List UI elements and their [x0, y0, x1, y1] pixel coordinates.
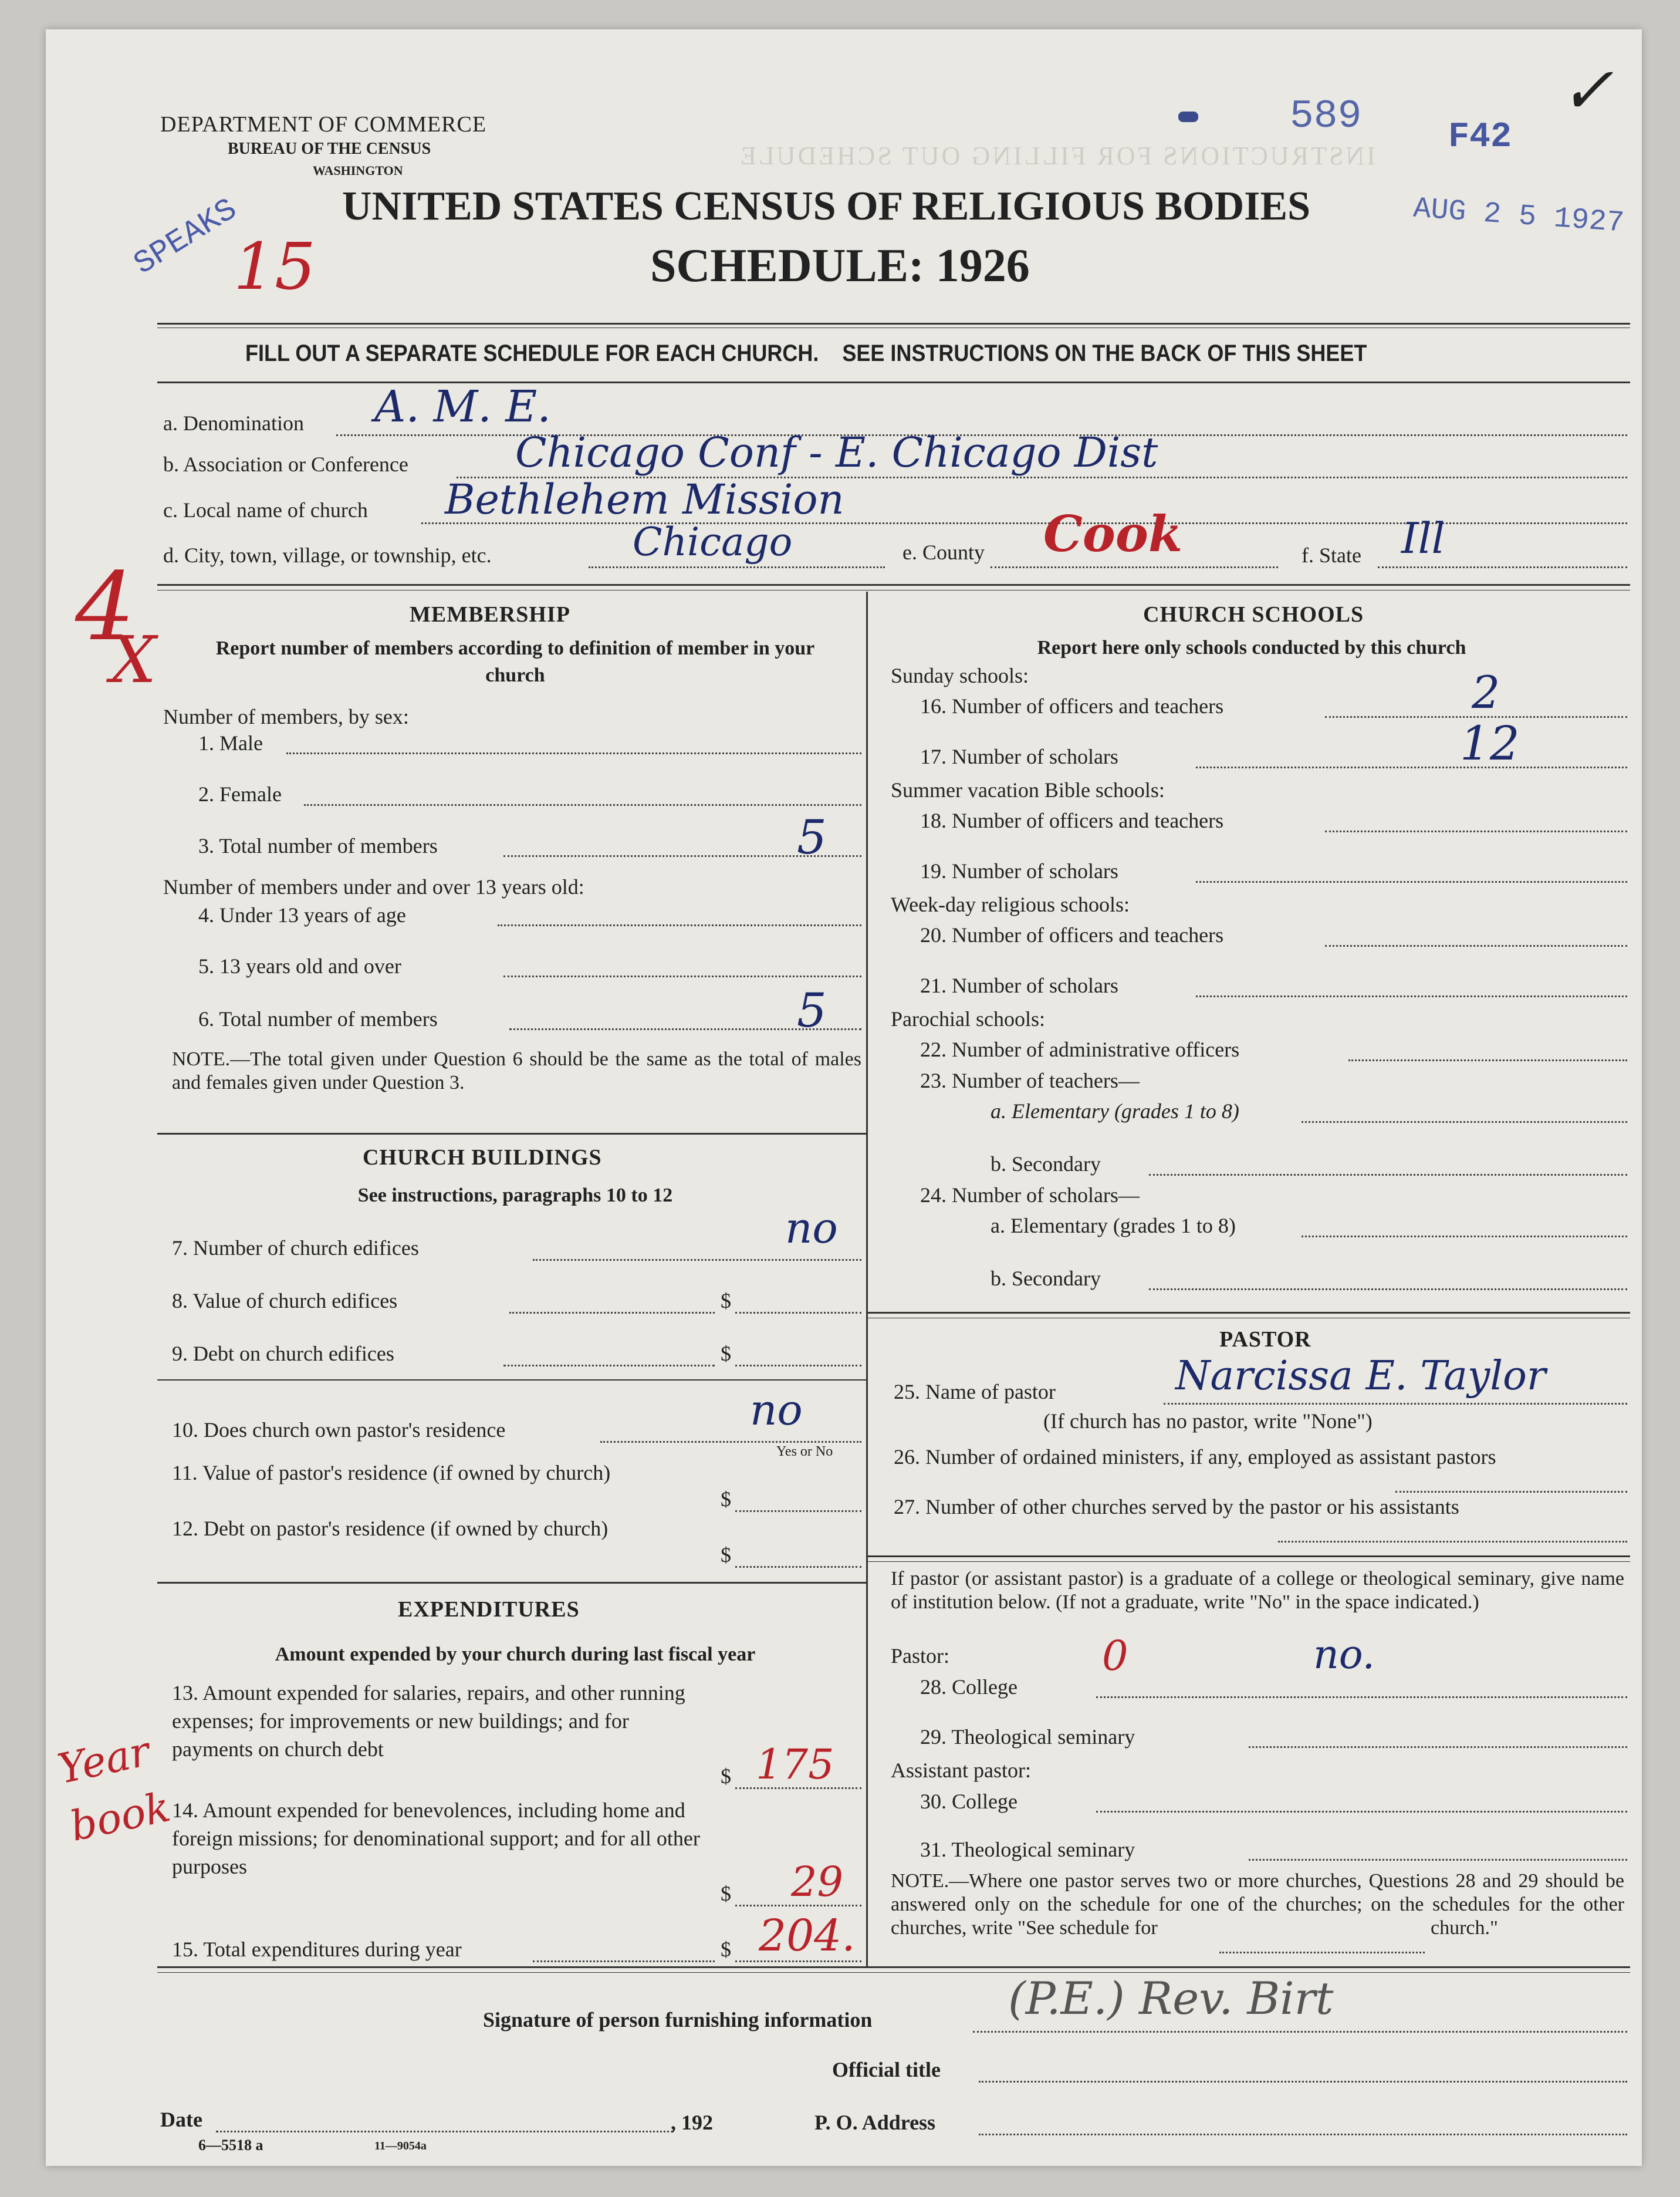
q29-label: 29. Theological seminary	[920, 1725, 1135, 1749]
q23a-label: a. Elementary (grades 1 to 8)	[991, 1099, 1239, 1123]
q31-label: 31. Theological seminary	[920, 1838, 1135, 1861]
q10-label: 10. Does church own pastor's residence	[172, 1418, 506, 1442]
q15-value: 204.	[759, 1911, 856, 1961]
parochial-schools-label: Parochial schools:	[891, 1007, 1045, 1031]
q18-label: 18. Number of officers and teachers	[920, 809, 1224, 832]
graduate-note: If pastor (or assistant pastor) is a graduate of a college or theological seminary, give name of institution below. (If not a graduate, write "No" in the space indicated.)	[891, 1568, 1624, 1613]
census-schedule-page	[46, 29, 1642, 2166]
q9-label: 9. Debt on church edifices	[172, 1342, 394, 1365]
q22-label: 22. Number of administrative officers	[920, 1038, 1240, 1061]
q15-label: 15. Total expenditures during year	[172, 1938, 462, 1961]
denomination-label: a. Denomination	[163, 411, 304, 435]
membership-subtitle: Report number of members according to definition of member in your church	[215, 637, 815, 686]
state-label: f. State	[1302, 544, 1361, 567]
q13-value: 175	[756, 1740, 834, 1788]
bureau-city: WASHINGTON	[313, 163, 403, 178]
speaks-stamp: SPEAKS	[128, 191, 244, 283]
q25-value: Narcissa E. Taylor	[1175, 1353, 1546, 1399]
q27-label: 27. Number of other churches served by the pastor or his assistants	[894, 1495, 1459, 1518]
schools-subtitle: Report here only schools conducted by this church	[1037, 637, 1466, 659]
association-value: Chicago Conf - E. Chicago Dist	[515, 428, 1158, 477]
q8-label: 8. Value of church edifices	[172, 1289, 398, 1312]
assistant-pastor-label: Assistant pastor:	[891, 1759, 1031, 1782]
sunday-schools-label: Sunday schools:	[891, 664, 1029, 687]
po-address-label: P. O. Address	[814, 2111, 936, 2134]
q14-label: 14. Amount expended for benevolences, including home and foreign missions; for denominational support; and for all other purposes	[172, 1798, 700, 1878]
buildings-bottom-rule	[157, 1582, 866, 1584]
q25-hint: (If church has no pastor, write "None")	[1043, 1409, 1373, 1433]
schools-title: CHURCH SCHOOLS	[1143, 602, 1364, 627]
q11-label: 11. Value of pastor's residence (if owned by church)	[172, 1461, 611, 1484]
q14-value: 29	[791, 1858, 844, 1906]
q17-label: 17. Number of scholars	[920, 745, 1118, 768]
q28-mark: 0	[1102, 1632, 1128, 1680]
q2-female-label: 2. Female	[198, 782, 282, 806]
county-value: Cook	[1043, 505, 1183, 563]
back-print-text: INSTRUCTIONS FOR FILLING OUT SCHEDULE	[738, 141, 1375, 170]
membership-bottom-rule	[157, 1133, 866, 1135]
q24b-label: b. Secondary	[991, 1267, 1101, 1290]
q7-value: no	[785, 1203, 838, 1253]
instruction-bar: FILL OUT A SEPARATE SCHEDULE FOR EACH CHURCH. SEE INSTRUCTIONS ON THE BACK OF THIS SHEET	[245, 340, 1367, 366]
q3-total-label: 3. Total number of members	[198, 834, 438, 858]
pastor-sub-label: Pastor:	[891, 1644, 950, 1668]
q17-value: 12	[1460, 716, 1520, 771]
state-value: Ill	[1401, 514, 1445, 563]
pastor-note: NOTE.—Where one pastor serves two or more churches, Questions 28 and 29 should be answered only on the schedule for one of the churches; on the schedules for the other churches, write "See schedule for	[891, 1870, 1624, 1939]
schedule-title: SCHEDULE: 1926	[650, 240, 1030, 292]
q4-under-13-label: 4. Under 13 years of age	[198, 903, 406, 927]
q26-label: 26. Number of ordained ministers, if any, employed as assistant pastors	[894, 1445, 1496, 1469]
q15-dollar: $	[721, 1938, 731, 1961]
margin-mark-4: 4	[75, 552, 135, 662]
column-divider	[866, 592, 868, 1968]
instruction-top-rule	[157, 323, 1630, 325]
identification-bottom-rule	[157, 584, 1630, 586]
q28-value: no.	[1313, 1632, 1375, 1678]
q13-dollar: $	[721, 1764, 731, 1788]
dept-name: DEPARTMENT OF COMMERCE	[160, 112, 487, 137]
check-mark: ✓	[1560, 53, 1614, 128]
local-name-label: c. Local name of church	[163, 498, 368, 522]
members-by-sex-label: Number of members, by sex:	[163, 705, 409, 728]
membership-title: MEMBERSHIP	[410, 602, 570, 627]
form-title: UNITED STATES CENSUS OF RELIGIOUS BODIES	[342, 184, 1311, 229]
q23-label: 23. Number of teachers—	[920, 1069, 1140, 1092]
q20-label: 20. Number of officers and teachers	[920, 923, 1224, 947]
pastor-note-end: church."	[1431, 1917, 1498, 1939]
q28-label: 28. College	[920, 1675, 1018, 1699]
date-label: Date	[160, 2108, 202, 2131]
q8-dollar: $	[721, 1289, 731, 1312]
margin-mark-x: X	[110, 622, 157, 697]
local-name-value: Bethlehem Mission	[445, 475, 844, 524]
summer-schools-label: Summer vacation Bible schools:	[891, 778, 1165, 802]
q16-value: 2	[1472, 666, 1500, 718]
date-year: , 192	[671, 2111, 713, 2134]
q24-label: 24. Number of scholars—	[920, 1183, 1140, 1207]
q5-13-and-over-label: 5. 13 years old and over	[198, 954, 401, 978]
expenditures-title: EXPENDITURES	[398, 1597, 580, 1622]
q12-label: 12. Debt on pastor's residence (if owned by church)	[172, 1517, 609, 1540]
margin-note-year-book: Year book	[53, 1727, 175, 1851]
membership-note: NOTE.—The total given under Question 6 should be the same as the total of males and females given under Question 3.	[172, 1048, 861, 1094]
signature-label: Signature of person furnishing information	[483, 2008, 873, 2031]
form-number: 6—5518 a	[198, 2137, 263, 2154]
q3-total-value: 5	[797, 810, 827, 865]
q1-male-label: 1. Male	[198, 731, 263, 755]
q23b-label: b. Secondary	[991, 1152, 1101, 1176]
q30-label: 30. College	[920, 1790, 1018, 1813]
yes-no-hint: Yes or No	[776, 1444, 833, 1459]
members-by-age-label: Number of members under and over 13 years old:	[163, 875, 584, 899]
q10-value: no	[750, 1385, 803, 1435]
q16-label: 16. Number of officers and teachers	[920, 694, 1224, 718]
q6-total-value: 5	[797, 983, 827, 1038]
buildings-title: CHURCH BUILDINGS	[363, 1145, 602, 1170]
q6-total-label: 6. Total number of members	[198, 1007, 438, 1031]
body-bottom-rule	[157, 1966, 1630, 1968]
q9-dollar: $	[721, 1342, 731, 1365]
county-label: e. County	[902, 541, 985, 564]
association-label: b. Association or Conference	[163, 453, 408, 476]
file-number: 589	[1290, 94, 1362, 139]
expenditures-subtitle: Amount expended by your church during last fiscal year	[275, 1643, 756, 1665]
print-number: 11—9054a	[374, 2139, 427, 2152]
file-code: F42	[1448, 117, 1512, 157]
signature-value: (P.E.) Rev. Birt	[1008, 1972, 1334, 2024]
q25-label: 25. Name of pastor	[894, 1380, 1056, 1403]
schools-bottom-rule	[866, 1312, 1630, 1314]
q14-dollar: $	[721, 1882, 731, 1905]
q11-dollar: $	[721, 1487, 731, 1511]
stamp-dot	[1178, 112, 1198, 122]
buildings-subtitle: See instructions, paragraphs 10 to 12	[357, 1184, 673, 1206]
bureau-name: BUREAU OF THE CENSUS	[228, 140, 431, 158]
official-title-label: Official title	[832, 2058, 941, 2081]
denomination-value: A. M. E.	[374, 382, 551, 432]
city-label: d. City, town, village, or township, etc.	[163, 544, 492, 567]
city-value: Chicago	[633, 519, 793, 565]
q19-label: 19. Number of scholars	[920, 859, 1118, 883]
q24a-label: a. Elementary (grades 1 to 8)	[991, 1214, 1236, 1237]
speaks-number: 15	[234, 229, 316, 304]
q13-label: 13. Amount expended for salaries, repairs, and other running expenses; for improvements or new buildings; and for payments on church debt	[172, 1681, 685, 1761]
q7-label: 7. Number of church edifices	[172, 1236, 419, 1260]
weekday-schools-label: Week-day religious schools:	[891, 893, 1130, 916]
q12-dollar: $	[721, 1543, 731, 1567]
date-received-stamp: AUG 2 5 1927	[1412, 192, 1625, 241]
pastor-title: PASTOR	[1219, 1327, 1311, 1352]
q21-label: 21. Number of scholars	[920, 974, 1118, 997]
